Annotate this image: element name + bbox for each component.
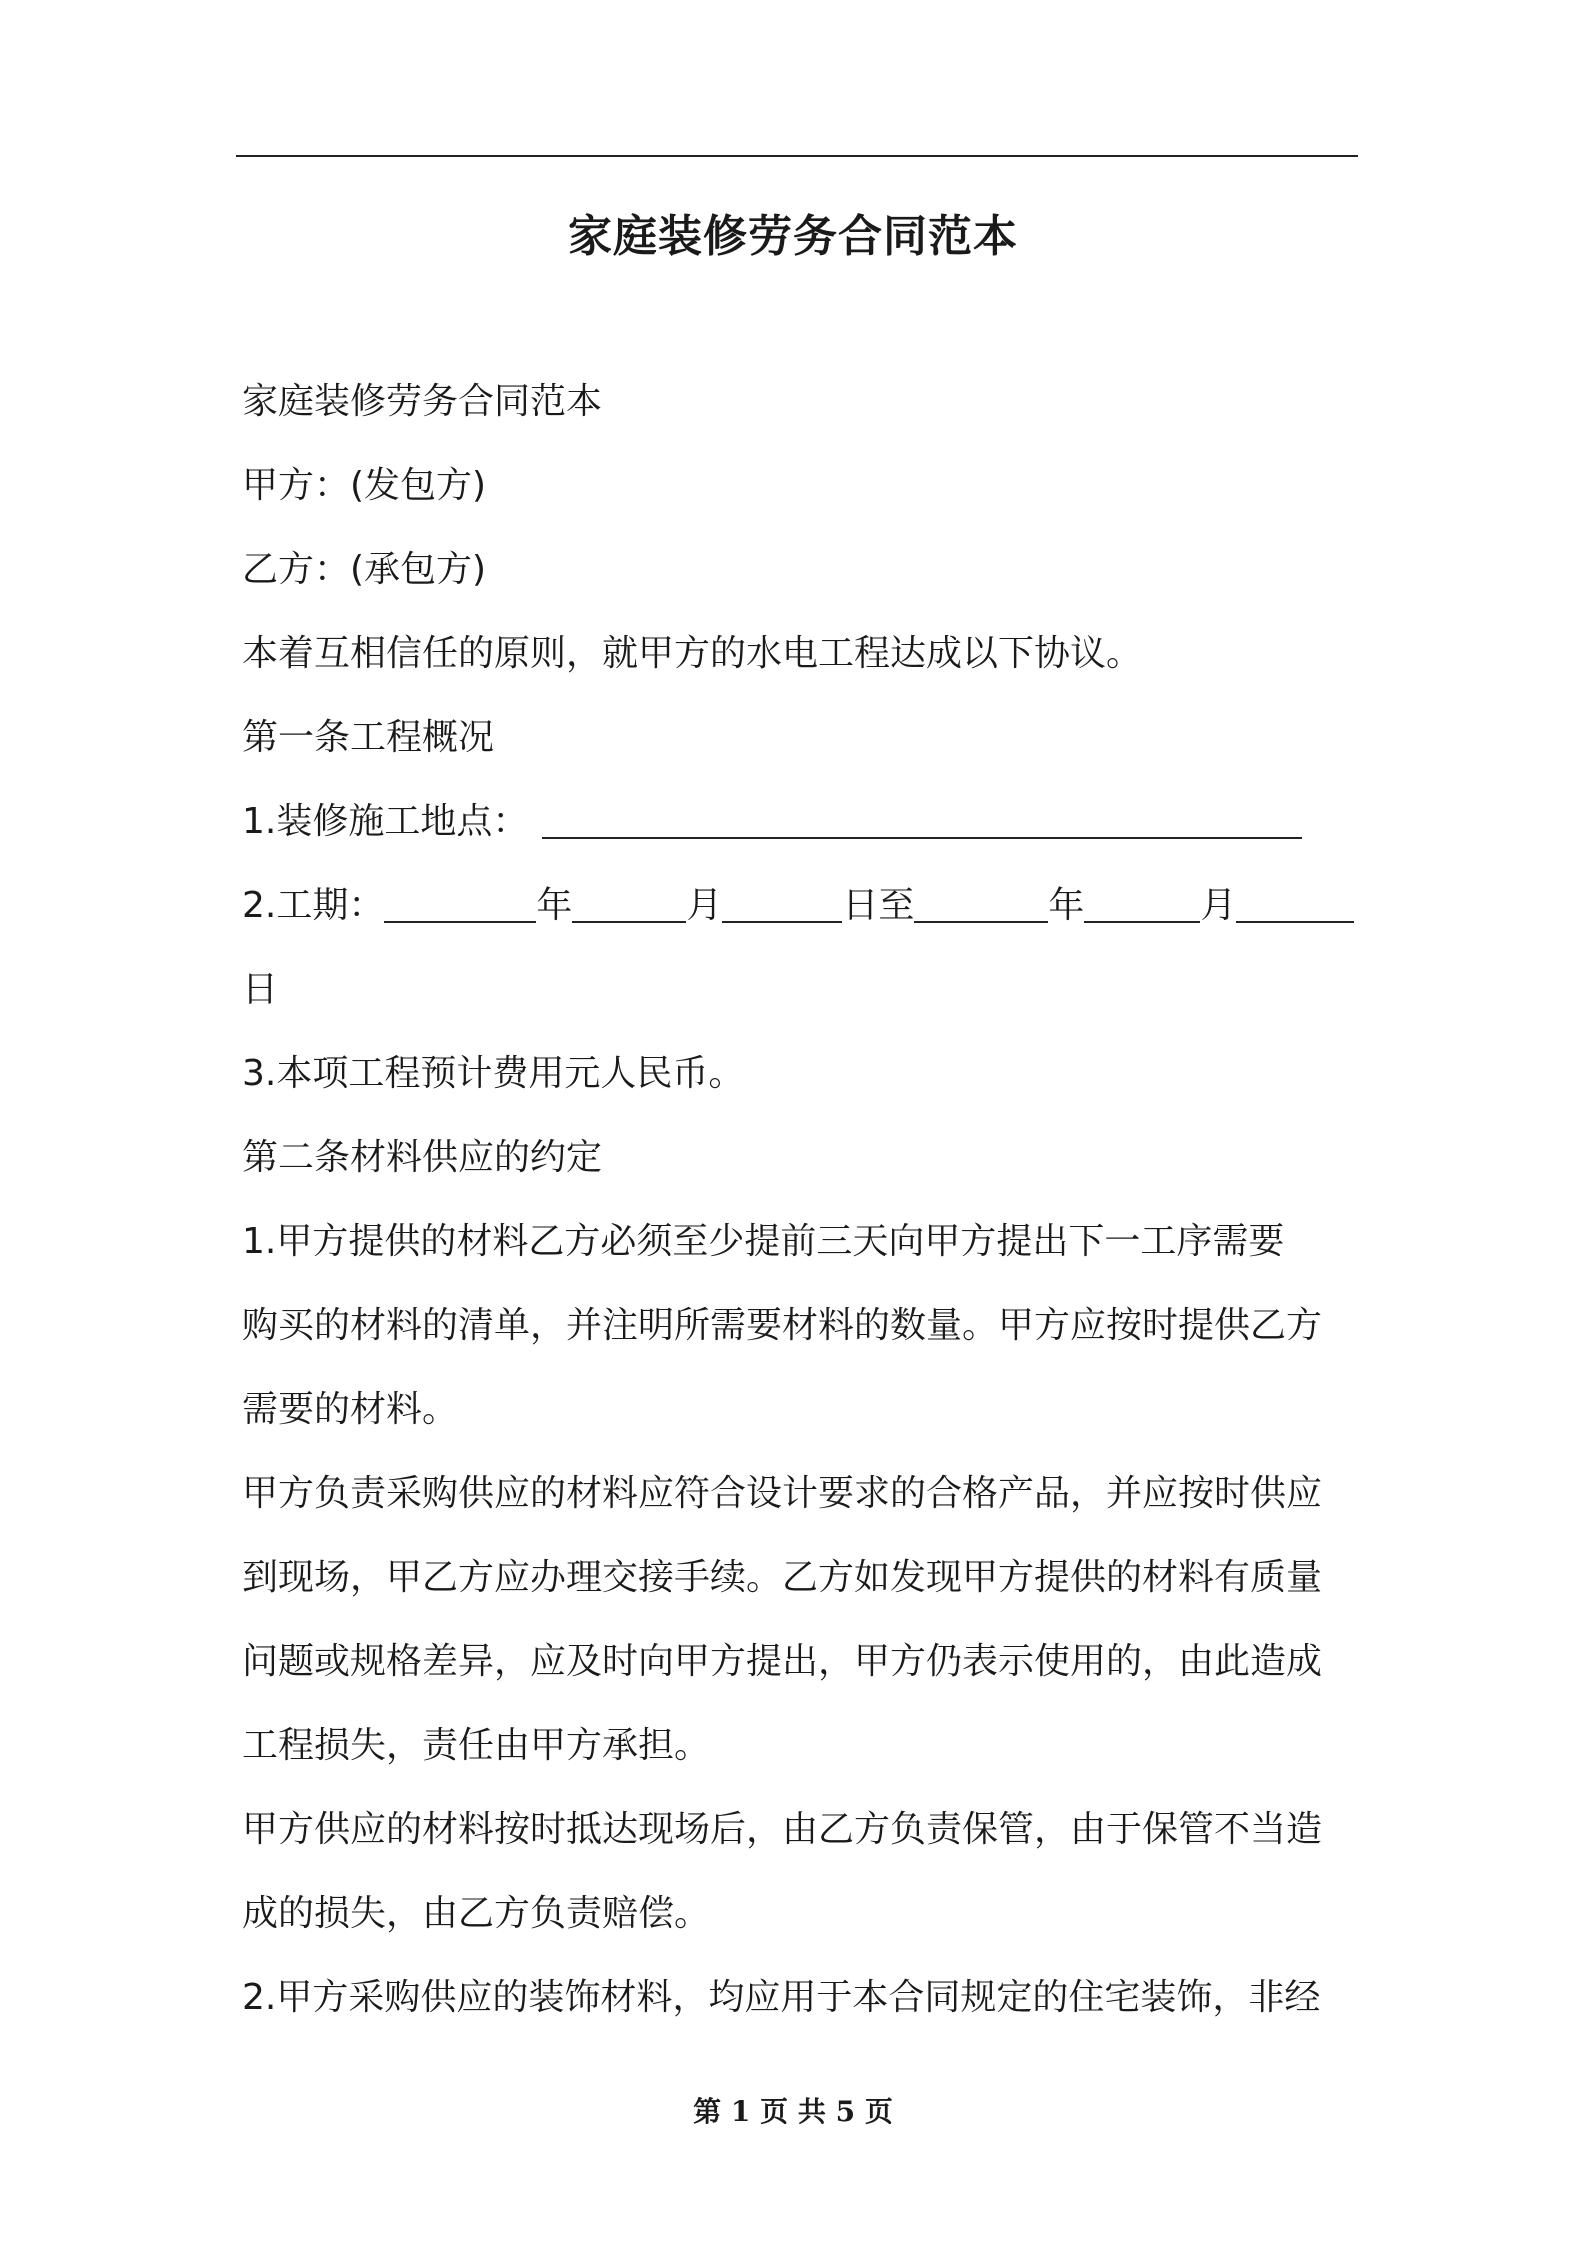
month-label: 月: [1200, 885, 1237, 926]
cost-line: 3.本项工程预计费用元人民币。: [242, 1053, 745, 1094]
document-title: 家庭装修劳务合同范本: [568, 211, 1018, 262]
duration-line: [242, 864, 1356, 948]
paragraph-line: 需要的材料。: [242, 1389, 459, 1430]
article-2-heading: 第二条材料供应的约定: [242, 1137, 603, 1178]
page-number: 第 1 页 共 5 页: [693, 2095, 893, 2128]
paragraph-line: 问题或规格差异，应及时向甲方提出，甲方仍表示使用的，由此造成: [242, 1641, 1323, 1682]
subtitle: 家庭装修劳务合同范本: [242, 381, 603, 422]
start-month-blank: [572, 881, 686, 923]
paragraph-line: 甲方供应的材料按时抵达现场后，由乙方负责保管，由于保管不当造: [242, 1809, 1323, 1850]
duration-day-end: 日: [242, 969, 279, 1010]
header-rule: [236, 155, 1358, 157]
day-to-label: 日至: [842, 885, 915, 926]
address-line: [242, 780, 1356, 864]
year-label: 年: [536, 885, 573, 926]
party-a-line: 甲方：(发包方): [242, 465, 487, 506]
paragraph-line: 甲方负责采购供应的材料应符合设计要求的合格产品，并应按时供应: [242, 1473, 1323, 1514]
paragraph-line: 2.甲方采购供应的装饰材料，均应用于本合同规定的住宅装饰，非经: [242, 1977, 1321, 2018]
end-year-blank: [914, 881, 1048, 923]
paragraph-line: 到现场，甲乙方应办理交接手续。乙方如发现甲方提供的材料有质量: [242, 1557, 1323, 1598]
document-body: [242, 360, 1356, 2040]
party-b-line: 乙方：(承包方): [242, 549, 487, 590]
start-day-blank: [722, 881, 842, 923]
intro-paragraph: 本着互相信任的原则，就甲方的水电工程达成以下协议。: [242, 633, 1143, 674]
paragraph-line: 成的损失，由乙方负责赔偿。: [242, 1893, 711, 1934]
end-day-blank: [1236, 881, 1354, 923]
address-label: 1.装修施工地点：: [242, 801, 529, 842]
article-1-heading: 第一条工程概况: [242, 717, 495, 758]
address-blank: [542, 797, 1302, 839]
start-year-blank: [384, 881, 536, 923]
end-month-blank: [1084, 881, 1200, 923]
paragraph-line: 1.甲方提供的材料乙方必须至少提前三天向甲方提出下一工序需要: [242, 1221, 1285, 1262]
paragraph-line: 购买的材料的清单，并注明所需要材料的数量。甲方应按时提供乙方: [242, 1305, 1323, 1346]
year-label: 年: [1048, 885, 1085, 926]
duration-label: 2.工期：: [242, 885, 385, 926]
paragraph-line: 工程损失，责任由甲方承担。: [242, 1725, 711, 1766]
month-label: 月: [686, 885, 723, 926]
